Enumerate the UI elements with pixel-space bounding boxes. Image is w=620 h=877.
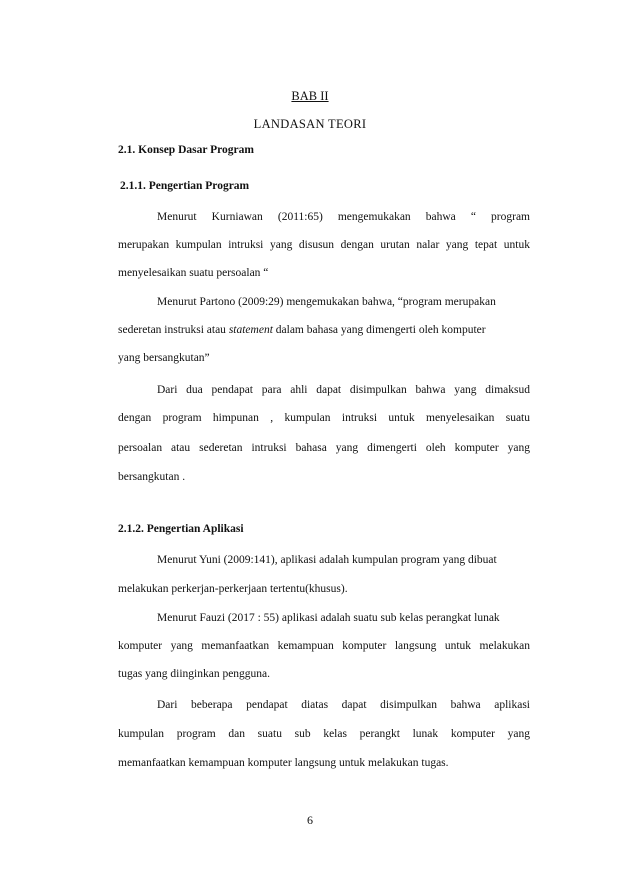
paragraph-line: merupakan kumpulan intruksi yang disusun dengan urutan nalar yang tepat untuk — [118, 239, 530, 251]
paragraph-line: Menurut Fauzi (2017 : 55) aplikasi adalah suatu sub kelas perangkat lunak — [157, 612, 500, 624]
page-number: 6 — [307, 813, 313, 827]
paragraph-line: komputer yang memanfaatkan kemampuan komputer langsung untuk melakukan — [118, 640, 530, 652]
paragraph-line: melakukan perkerjan-perkerjaan tertentu(khusus). — [118, 583, 348, 595]
paragraph-line — [118, 323, 530, 337]
paragraph-line: persoalan atau sederetan intruksi bahasa yang dimengerti oleh komputer yang — [118, 442, 530, 454]
text-run: sederetan instruksi atau — [118, 324, 226, 336]
chapter-title: LANDASAN TEORI — [253, 117, 367, 131]
paragraph-line: menyelesaikan suatu persoalan “ — [118, 267, 269, 279]
paragraph-line: tugas yang diinginkan pengguna. — [118, 668, 271, 680]
text-run: dalam bahasa yang dimengerti oleh komputer — [275, 324, 486, 336]
paragraph-line: memanfaatkan kemampuan komputer langsung untuk melakukan tugas. — [118, 757, 449, 769]
paragraph-line: kumpulan program dan suatu sub kelas perangkt lunak komputer yang — [118, 728, 530, 740]
italic-term: statement — [228, 324, 273, 336]
paragraph-line: Dari beberapa pendapat diatas dapat disimpulkan bahwa aplikasi — [157, 699, 530, 711]
paragraph-line: Menurut Partono (2009:29) mengemukakan bahwa, “program merupakan — [157, 296, 496, 308]
paragraph-line: dengan program himpunan , kumpulan intruksi untuk menyelesaikan suatu — [118, 412, 530, 424]
paragraph-line: Dari dua pendapat para ahli dapat disimpulkan bahwa yang dimaksud — [157, 384, 530, 396]
paragraph-line: bersangkutan . — [118, 471, 186, 483]
paragraph-line: yang bersangkutan” — [118, 352, 210, 364]
subsection-heading-2-1-1: 2.1.1. Pengertian Program — [120, 180, 250, 192]
chapter-heading: BAB II — [291, 89, 329, 103]
paragraph-line: Menurut Yuni (2009:141), aplikasi adalah kumpulan program yang dibuat — [157, 554, 497, 566]
section-heading-2-1: 2.1. Konsep Dasar Program — [118, 144, 254, 156]
paragraph-line: Menurut Kurniawan (2011:65) mengemukakan bahwa “ program — [157, 211, 530, 223]
subsection-heading-2-1-2: 2.1.2. Pengertian Aplikasi — [118, 523, 244, 535]
